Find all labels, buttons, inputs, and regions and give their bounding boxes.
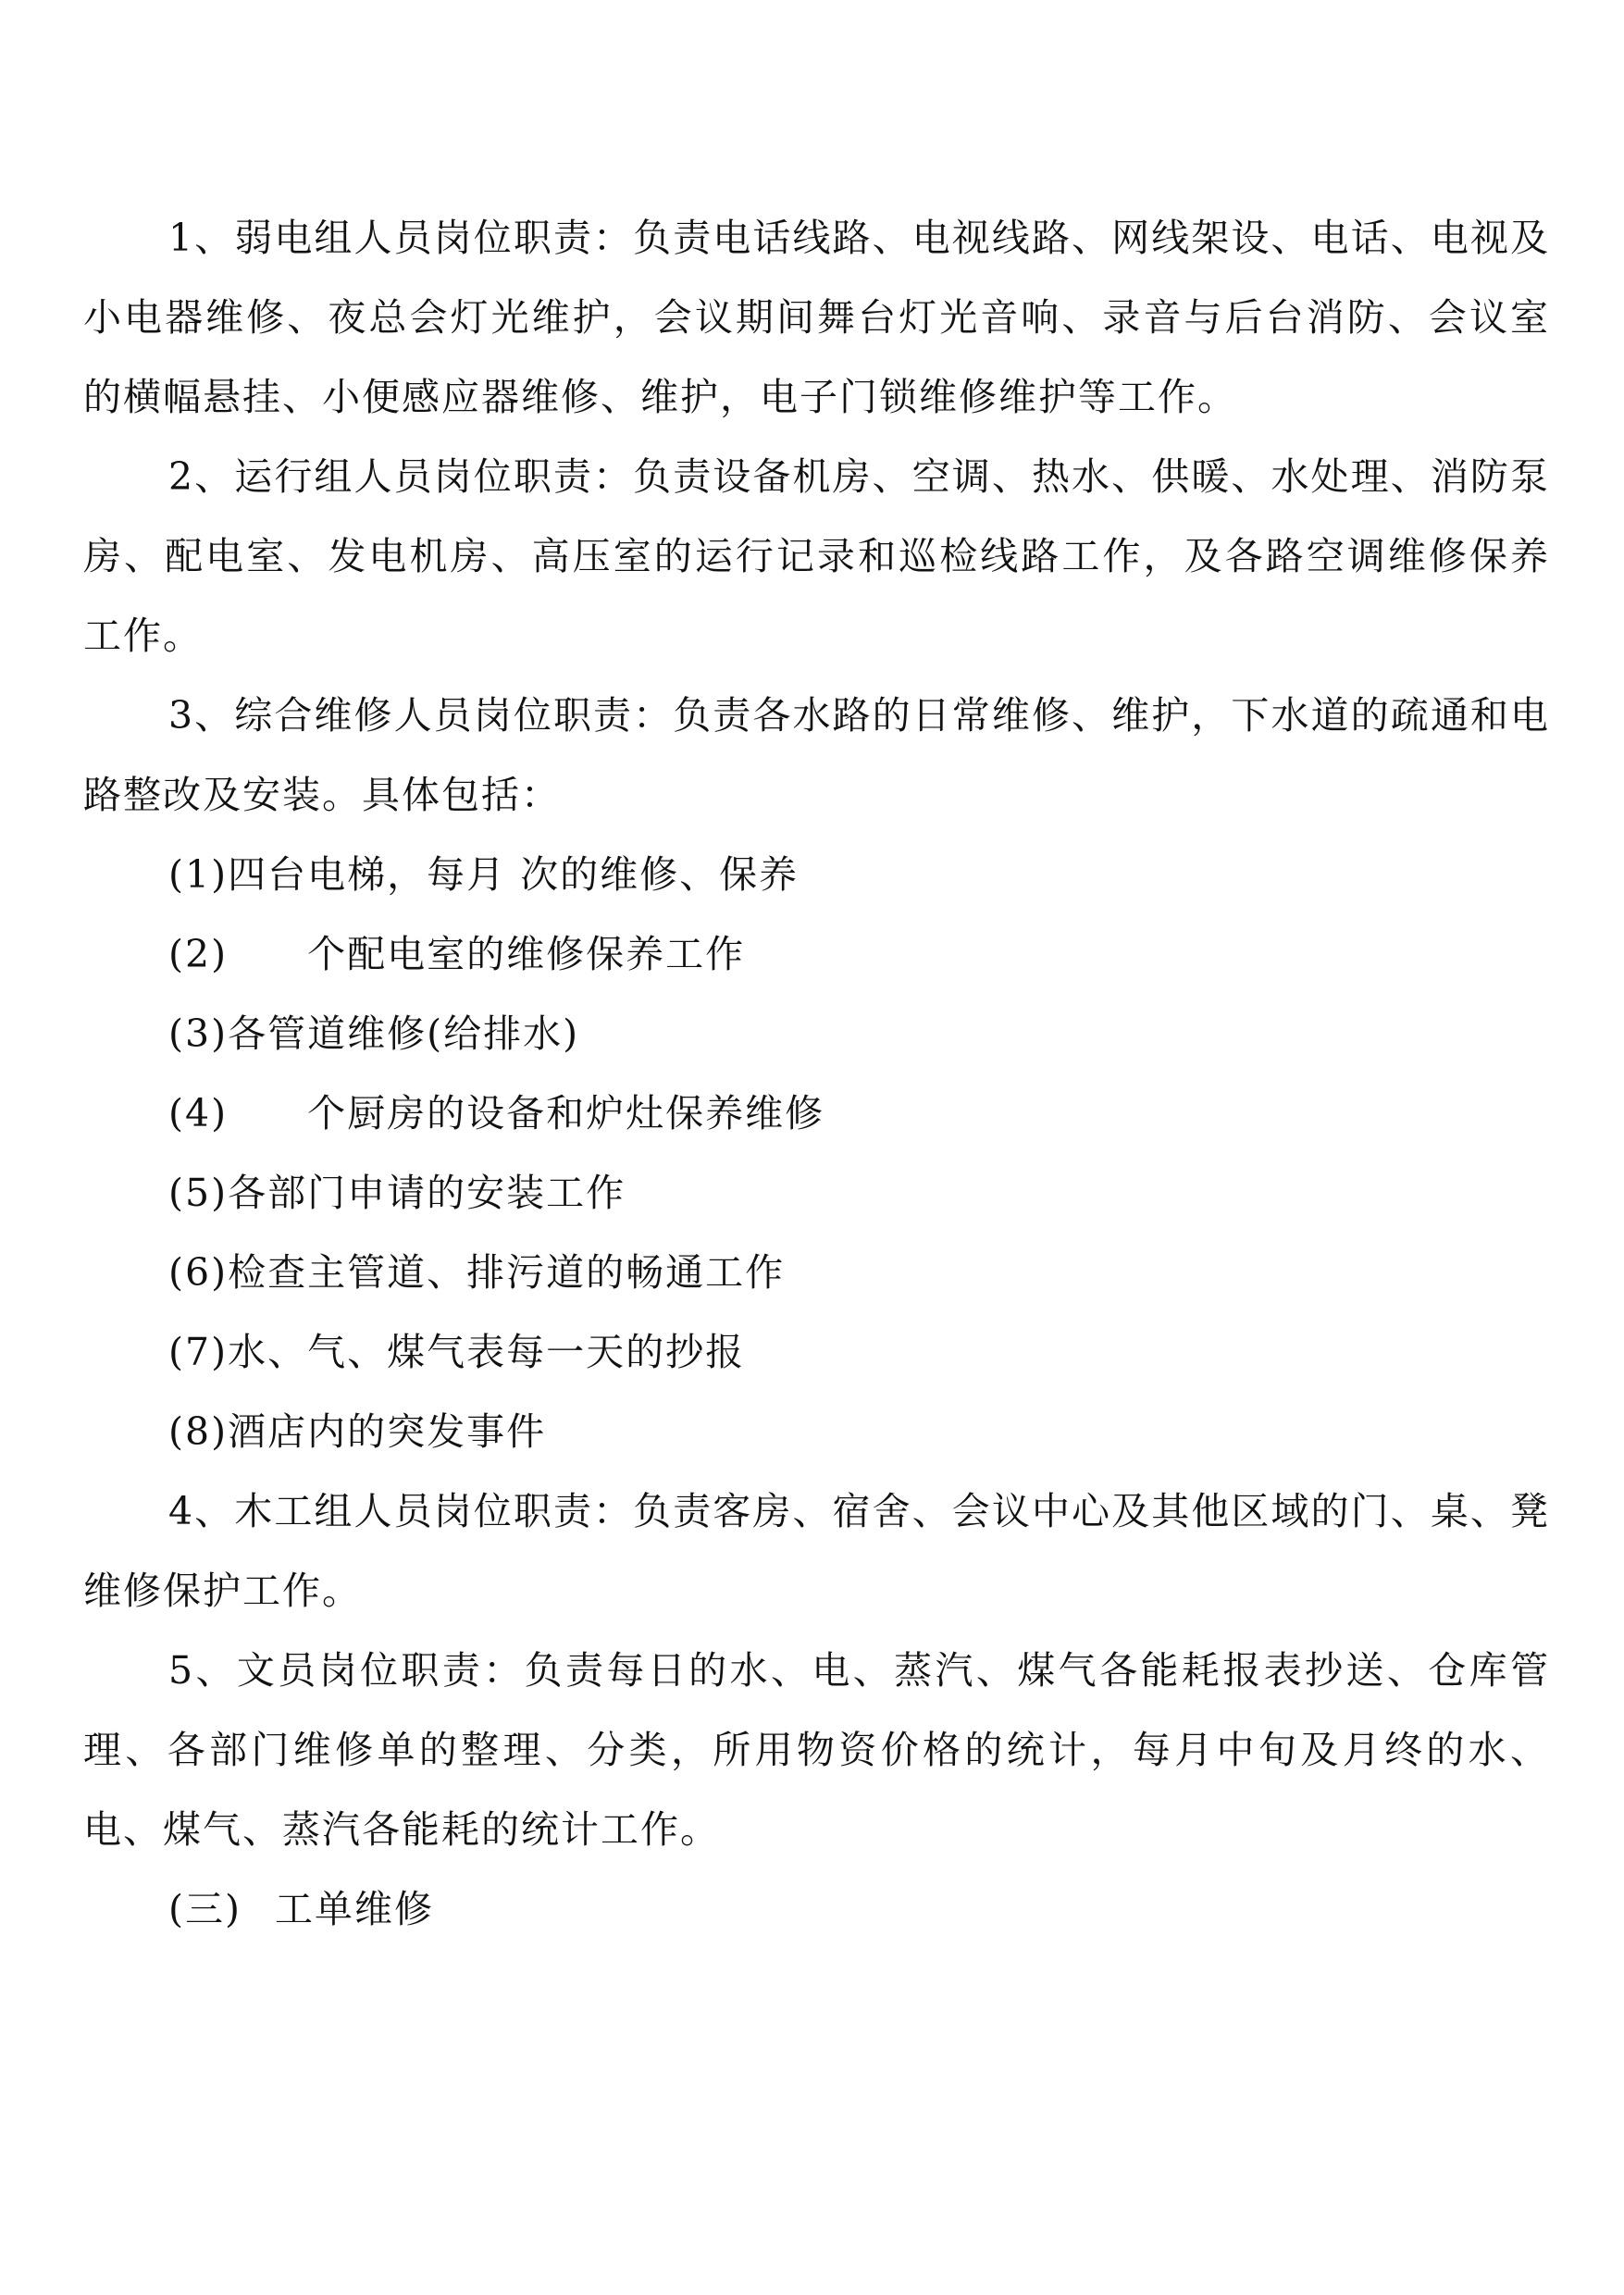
list-item-meter-reading: (7)水、气、煤气表每一天的抄报 xyxy=(168,1330,746,1374)
duty-operations: 2、运行组人员岗位职责：负责设备机房、空调、热水、供暖、水处理、消防泵房、配电室、发电机房、高压室的运行记录和巡检线路工作，及各路空调维修保养工作。 xyxy=(83,454,1550,658)
duty-general-maintenance: 3、综合维修人员岗位职责：负责各水路的日常维修、维护，下水道的疏通和电路整改及安装。具体包括： xyxy=(83,693,1550,817)
list-item-text: 个厨房的设备和炉灶保养维修 xyxy=(307,1091,825,1135)
duty-clerk: 5、文员岗位职责：负责每日的水、电、蒸汽、煤气各能耗报表抄送、仓库管理、各部门维修单的整理、分类，所用物资价格的统计，每月中旬及月终的水、电、煤气、蒸汽各能耗的统计工作。 xyxy=(83,1648,1550,1852)
list-item-emergency: (8)酒店内的突发事件 xyxy=(168,1409,547,1454)
list-item-number: (2) xyxy=(168,932,229,976)
duty-weak-current: 1、弱电组人员岗位职责：负责电话线路、电视线路、网线架设、电话、电视及小电器维修、夜总会灯光维护，会议期间舞台灯光音响、录音与后台消防、会议室的横幅悬挂、小便感应器维修、维护，电子门锁维修维护等工作。 xyxy=(83,216,1550,419)
list-item-pipes: (3)各管道维修(给排水) xyxy=(168,1011,580,1056)
list-item-installation: (5)各部门申请的安装工作 xyxy=(168,1171,626,1215)
list-item-power-room xyxy=(83,914,1550,994)
section-heading xyxy=(83,1869,1550,1949)
section-number: (三) xyxy=(168,1887,242,1931)
document-page xyxy=(83,198,1550,1949)
list-item-number: (4) xyxy=(168,1091,229,1135)
list-item-text: 个配电室的维修保养工作 xyxy=(307,932,746,976)
list-item-kitchen xyxy=(83,1073,1550,1153)
list-item-drain-check: (6)检查主管道、排污道的畅通工作 xyxy=(168,1250,786,1295)
maintenance-list xyxy=(83,835,1550,1471)
section-title: 工单维修 xyxy=(275,1887,434,1931)
list-item-elevator: (1)四台电梯，每月 次的维修、保养 xyxy=(168,852,800,897)
duty-carpentry: 4、木工组人员岗位职责：负责客房、宿舍、会议中心及其他区域的门、桌、凳维修保护工作。 xyxy=(83,1489,1550,1613)
